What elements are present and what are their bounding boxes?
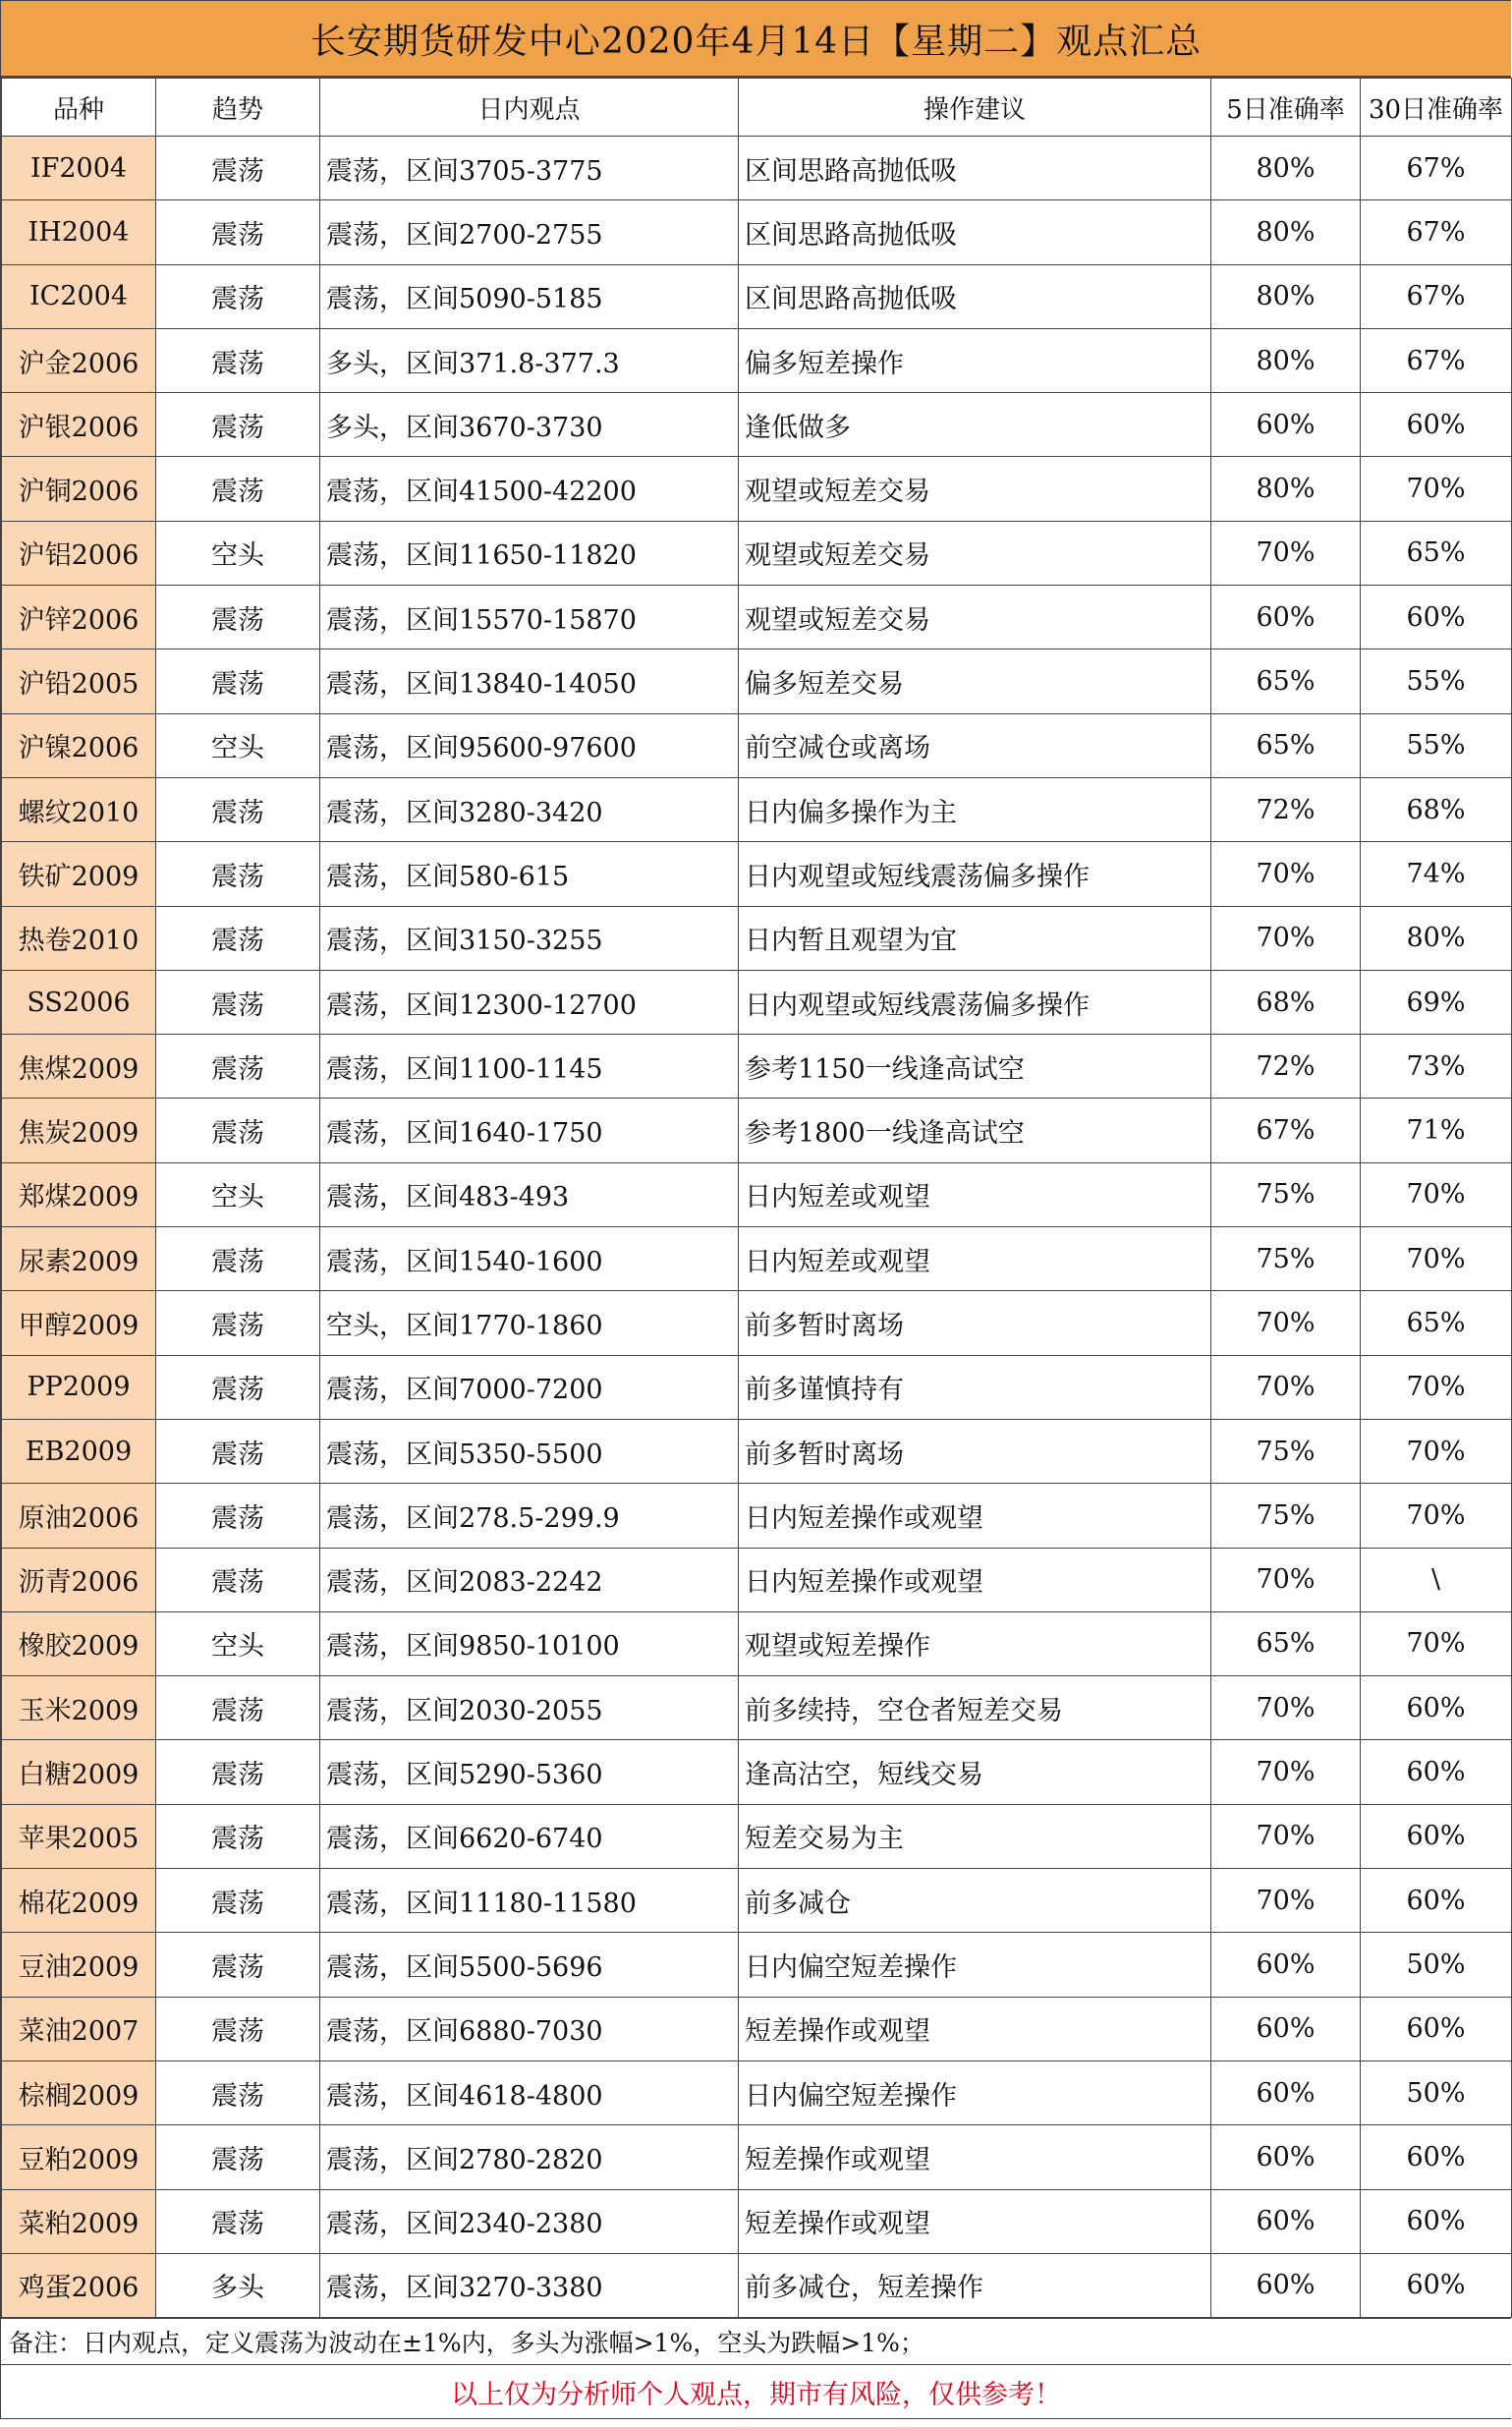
- cell-advice: 日内短差或观望: [739, 1227, 1211, 1291]
- table-row: [2, 264, 1512, 328]
- cell-variety: 橡胶2009: [2, 1611, 156, 1675]
- cell-30day-accuracy: \: [1361, 1548, 1512, 1611]
- cell-5day-accuracy: 70%: [1211, 1676, 1361, 1740]
- cell-intraday-view: 震荡，区间9850-10100: [320, 1611, 739, 1675]
- cell-advice: 短差操作或观望: [739, 2125, 1211, 2189]
- cell-30day-accuracy: 60%: [1361, 1997, 1512, 2060]
- cell-trend: 震荡: [156, 649, 320, 713]
- cell-30day-accuracy: 73%: [1361, 1035, 1512, 1099]
- col-header-advice: 操作建议: [739, 79, 1211, 137]
- cell-advice: 前多续持，空仓者短差交易: [739, 1676, 1211, 1740]
- cell-5day-accuracy: 70%: [1211, 521, 1361, 585]
- cell-advice: 日内短差或观望: [739, 1162, 1211, 1226]
- cell-5day-accuracy: 80%: [1211, 264, 1361, 328]
- cell-5day-accuracy: 65%: [1211, 649, 1361, 713]
- cell-variety: 焦煤2009: [2, 1035, 156, 1099]
- cell-advice: 逢低做多: [739, 393, 1211, 457]
- cell-intraday-view: 震荡，区间6620-6740: [320, 1804, 739, 1868]
- cell-advice: 日内偏空短差操作: [739, 2060, 1211, 2124]
- cell-trend: 空头: [156, 521, 320, 585]
- cell-30day-accuracy: 60%: [1361, 1804, 1512, 1868]
- table-row: [2, 1035, 1512, 1099]
- col-header-intraday-view: 日内观点: [320, 79, 739, 137]
- cell-5day-accuracy: 80%: [1211, 200, 1361, 264]
- cell-trend: 震荡: [156, 586, 320, 649]
- cell-5day-accuracy: 70%: [1211, 1355, 1361, 1419]
- cell-30day-accuracy: 80%: [1361, 906, 1512, 970]
- cell-advice: 前多减仓，短差操作: [739, 2253, 1211, 2317]
- cell-intraday-view: 震荡，区间2083-2242: [320, 1548, 739, 1611]
- table-row: [2, 2125, 1512, 2189]
- cell-intraday-view: 震荡，区间13840-14050: [320, 649, 739, 713]
- cell-advice: 日内短差操作或观望: [739, 1484, 1211, 1548]
- cell-5day-accuracy: 60%: [1211, 2125, 1361, 2189]
- cell-variety: 螺纹2010: [2, 777, 156, 841]
- cell-advice: 短差交易为主: [739, 1804, 1211, 1868]
- cell-trend: 震荡: [156, 1740, 320, 1804]
- cell-advice: 短差操作或观望: [739, 2189, 1211, 2253]
- cell-variety: 鸡蛋2006: [2, 2253, 156, 2317]
- table-row: [2, 970, 1512, 1034]
- cell-30day-accuracy: 60%: [1361, 2189, 1512, 2253]
- cell-30day-accuracy: 60%: [1361, 393, 1512, 457]
- cell-30day-accuracy: 65%: [1361, 521, 1512, 585]
- cell-30day-accuracy: 60%: [1361, 1676, 1512, 1740]
- cell-30day-accuracy: 70%: [1361, 457, 1512, 521]
- col-header-30day-accuracy: 30日准确率: [1361, 79, 1512, 137]
- cell-variety: EB2009: [2, 1419, 156, 1483]
- cell-variety: 棕榈2009: [2, 2060, 156, 2124]
- cell-30day-accuracy: 70%: [1361, 1611, 1512, 1675]
- table-row: [2, 1355, 1512, 1419]
- cell-30day-accuracy: 50%: [1361, 1933, 1512, 1997]
- cell-advice: 前多减仓: [739, 1869, 1211, 1933]
- cell-intraday-view: 震荡，区间41500-42200: [320, 457, 739, 521]
- cell-5day-accuracy: 72%: [1211, 1035, 1361, 1099]
- cell-trend: 震荡: [156, 137, 320, 200]
- table-row: [2, 2060, 1512, 2124]
- cell-trend: 震荡: [156, 1484, 320, 1548]
- cell-trend: 震荡: [156, 2060, 320, 2124]
- cell-variety: 菜粕2009: [2, 2189, 156, 2253]
- cell-intraday-view: 震荡，区间3150-3255: [320, 906, 739, 970]
- cell-advice: 偏多短差操作: [739, 328, 1211, 392]
- cell-5day-accuracy: 80%: [1211, 457, 1361, 521]
- cell-intraday-view: 震荡，区间95600-97600: [320, 713, 739, 777]
- cell-intraday-view: 震荡，区间580-615: [320, 842, 739, 906]
- cell-5day-accuracy: 65%: [1211, 713, 1361, 777]
- table-row: [2, 2253, 1512, 2317]
- table-row: [2, 1162, 1512, 1226]
- cell-5day-accuracy: 70%: [1211, 906, 1361, 970]
- cell-variety: 沪银2006: [2, 393, 156, 457]
- cell-30day-accuracy: 55%: [1361, 649, 1512, 713]
- table-row: [2, 1804, 1512, 1868]
- cell-variety: 沪镍2006: [2, 713, 156, 777]
- cell-30day-accuracy: 70%: [1361, 1484, 1512, 1548]
- cell-intraday-view: 震荡，区间3280-3420: [320, 777, 739, 841]
- cell-trend: 多头: [156, 2253, 320, 2317]
- cell-variety: 沪铅2005: [2, 649, 156, 713]
- cell-advice: 区间思路高抛低吸: [739, 137, 1211, 200]
- cell-trend: 震荡: [156, 906, 320, 970]
- col-header-trend: 趋势: [156, 79, 320, 137]
- cell-trend: 震荡: [156, 1035, 320, 1099]
- cell-5day-accuracy: 70%: [1211, 842, 1361, 906]
- cell-5day-accuracy: 67%: [1211, 1099, 1361, 1162]
- cell-variety: 沪铜2006: [2, 457, 156, 521]
- cell-variety: 玉米2009: [2, 1676, 156, 1740]
- cell-5day-accuracy: 80%: [1211, 328, 1361, 392]
- cell-advice: 参考1150一线逢高试空: [739, 1035, 1211, 1099]
- cell-advice: 日内观望或短线震荡偏多操作: [739, 842, 1211, 906]
- cell-30day-accuracy: 70%: [1361, 1355, 1512, 1419]
- cell-trend: 震荡: [156, 328, 320, 392]
- cell-30day-accuracy: 65%: [1361, 1291, 1512, 1355]
- cell-trend: 震荡: [156, 1933, 320, 1997]
- risk-disclaimer: 以上仅为分析师个人观点，期市有风险，仅供参考！: [1, 2364, 1511, 2418]
- cell-advice: 前空减仓或离场: [739, 713, 1211, 777]
- cell-trend: 震荡: [156, 457, 320, 521]
- cell-intraday-view: 震荡，区间7000-7200: [320, 1355, 739, 1419]
- cell-30day-accuracy: 70%: [1361, 1419, 1512, 1483]
- cell-30day-accuracy: 74%: [1361, 842, 1512, 906]
- cell-30day-accuracy: 50%: [1361, 2060, 1512, 2124]
- cell-variety: 尿素2009: [2, 1227, 156, 1291]
- cell-intraday-view: 震荡，区间11180-11580: [320, 1869, 739, 1933]
- cell-30day-accuracy: 68%: [1361, 777, 1512, 841]
- cell-intraday-view: 震荡，区间2340-2380: [320, 2189, 739, 2253]
- table-row: [2, 1740, 1512, 1804]
- table-row: [2, 1484, 1512, 1548]
- cell-trend: 震荡: [156, 1099, 320, 1162]
- cell-advice: 前多暂时离场: [739, 1291, 1211, 1355]
- cell-trend: 震荡: [156, 200, 320, 264]
- cell-trend: 震荡: [156, 1548, 320, 1611]
- cell-advice: 观望或短差交易: [739, 457, 1211, 521]
- cell-variety: 沥青2006: [2, 1548, 156, 1611]
- table-row: [2, 328, 1512, 392]
- cell-advice: 日内短差操作或观望: [739, 1548, 1211, 1611]
- cell-intraday-view: 震荡，区间12300-12700: [320, 970, 739, 1034]
- cell-5day-accuracy: 70%: [1211, 1804, 1361, 1868]
- cell-30day-accuracy: 69%: [1361, 970, 1512, 1034]
- table-row: [2, 1611, 1512, 1675]
- cell-variety: 沪锌2006: [2, 586, 156, 649]
- cell-intraday-view: 震荡，区间3270-3380: [320, 2253, 739, 2317]
- cell-30day-accuracy: 67%: [1361, 264, 1512, 328]
- cell-trend: 震荡: [156, 264, 320, 328]
- table-row: [2, 586, 1512, 649]
- cell-5day-accuracy: 70%: [1211, 1291, 1361, 1355]
- page-title: 长安期货研发中心2020年4月14日【星期二】观点汇总: [1, 1, 1511, 78]
- cell-variety: 铁矿2009: [2, 842, 156, 906]
- cell-variety: 焦炭2009: [2, 1099, 156, 1162]
- cell-variety: SS2006: [2, 970, 156, 1034]
- cell-trend: 空头: [156, 1162, 320, 1226]
- cell-trend: 震荡: [156, 393, 320, 457]
- cell-advice: 偏多短差交易: [739, 649, 1211, 713]
- cell-5day-accuracy: 60%: [1211, 2253, 1361, 2317]
- cell-intraday-view: 震荡，区间1540-1600: [320, 1227, 739, 1291]
- cell-advice: 参考1800一线逢高试空: [739, 1099, 1211, 1162]
- cell-5day-accuracy: 75%: [1211, 1162, 1361, 1226]
- cell-30day-accuracy: 70%: [1361, 1162, 1512, 1226]
- cell-trend: 震荡: [156, 842, 320, 906]
- cell-advice: 区间思路高抛低吸: [739, 200, 1211, 264]
- cell-advice: 区间思路高抛低吸: [739, 264, 1211, 328]
- table-row: [2, 777, 1512, 841]
- cell-5day-accuracy: 72%: [1211, 777, 1361, 841]
- cell-variety: 豆粕2009: [2, 2125, 156, 2189]
- cell-intraday-view: 震荡，区间483-493: [320, 1162, 739, 1226]
- cell-advice: 日内偏多操作为主: [739, 777, 1211, 841]
- cell-5day-accuracy: 60%: [1211, 2189, 1361, 2253]
- table-row: [2, 521, 1512, 585]
- cell-30day-accuracy: 55%: [1361, 713, 1512, 777]
- cell-intraday-view: 震荡，区间1100-1145: [320, 1035, 739, 1099]
- cell-intraday-view: 震荡，区间5350-5500: [320, 1419, 739, 1483]
- cell-intraday-view: 空头，区间1770-1860: [320, 1291, 739, 1355]
- cell-trend: 震荡: [156, 1227, 320, 1291]
- cell-5day-accuracy: 60%: [1211, 2060, 1361, 2124]
- cell-advice: 观望或短差交易: [739, 521, 1211, 585]
- table-row: [2, 137, 1512, 200]
- cell-advice: 短差操作或观望: [739, 1997, 1211, 2060]
- table-row: [2, 649, 1512, 713]
- cell-intraday-view: 震荡，区间6880-7030: [320, 1997, 739, 2060]
- cell-variety: 沪铝2006: [2, 521, 156, 585]
- cell-intraday-view: 震荡，区间15570-15870: [320, 586, 739, 649]
- cell-variety: 原油2006: [2, 1484, 156, 1548]
- cell-advice: 日内观望或短线震荡偏多操作: [739, 970, 1211, 1034]
- cell-5day-accuracy: 65%: [1211, 1611, 1361, 1675]
- cell-variety: 棉花2009: [2, 1869, 156, 1933]
- table-row: [2, 1869, 1512, 1933]
- cell-variety: 菜油2007: [2, 1997, 156, 2060]
- table-row: [2, 1997, 1512, 2060]
- cell-variety: PP2009: [2, 1355, 156, 1419]
- table-row: [2, 2189, 1512, 2253]
- cell-30day-accuracy: 60%: [1361, 2125, 1512, 2189]
- cell-5day-accuracy: 70%: [1211, 1548, 1361, 1611]
- cell-5day-accuracy: 60%: [1211, 1933, 1361, 1997]
- cell-advice: 逢高沽空，短线交易: [739, 1740, 1211, 1804]
- cell-trend: 震荡: [156, 1419, 320, 1483]
- cell-advice: 日内偏空短差操作: [739, 1933, 1211, 1997]
- cell-trend: 空头: [156, 1611, 320, 1675]
- table-row: [2, 1227, 1512, 1291]
- cell-variety: 热卷2010: [2, 906, 156, 970]
- cell-5day-accuracy: 60%: [1211, 1997, 1361, 2060]
- cell-variety: IF2004: [2, 137, 156, 200]
- cell-30day-accuracy: 67%: [1361, 137, 1512, 200]
- cell-30day-accuracy: 60%: [1361, 586, 1512, 649]
- cell-trend: 震荡: [156, 2125, 320, 2189]
- header-row: [2, 79, 1512, 137]
- cell-trend: 空头: [156, 713, 320, 777]
- cell-30day-accuracy: 67%: [1361, 200, 1512, 264]
- cell-intraday-view: 震荡，区间2030-2055: [320, 1676, 739, 1740]
- table-body: [2, 137, 1512, 2318]
- cell-intraday-view: 多头，区间3670-3730: [320, 393, 739, 457]
- table-row: [2, 1291, 1512, 1355]
- cell-trend: 震荡: [156, 777, 320, 841]
- cell-trend: 震荡: [156, 970, 320, 1034]
- table-row: [2, 457, 1512, 521]
- cell-intraday-view: 震荡，区间5500-5696: [320, 1933, 739, 1997]
- cell-advice: 日内暂且观望为宜: [739, 906, 1211, 970]
- cell-variety: 苹果2005: [2, 1804, 156, 1868]
- table-row: [2, 200, 1512, 264]
- table-row: [2, 393, 1512, 457]
- cell-advice: 前多谨慎持有: [739, 1355, 1211, 1419]
- cell-variety: 豆油2009: [2, 1933, 156, 1997]
- cell-advice: 观望或短差交易: [739, 586, 1211, 649]
- cell-intraday-view: 震荡，区间11650-11820: [320, 521, 739, 585]
- cell-trend: 震荡: [156, 1869, 320, 1933]
- footnote: 备注：日内观点，定义震荡为波动在±1%内，多头为涨幅>1%，空头为跌幅>1%；: [1, 2318, 1511, 2364]
- cell-5day-accuracy: 70%: [1211, 1740, 1361, 1804]
- cell-trend: 震荡: [156, 1997, 320, 2060]
- cell-variety: 甲醇2009: [2, 1291, 156, 1355]
- cell-advice: 观望或短差操作: [739, 1611, 1211, 1675]
- table-row: [2, 1099, 1512, 1162]
- cell-variety: IC2004: [2, 264, 156, 328]
- cell-variety: 沪金2006: [2, 328, 156, 392]
- table-row: [2, 1933, 1512, 1997]
- cell-intraday-view: 震荡，区间5290-5360: [320, 1740, 739, 1804]
- cell-intraday-view: 震荡，区间5090-5185: [320, 264, 739, 328]
- cell-trend: 震荡: [156, 1355, 320, 1419]
- cell-5day-accuracy: 75%: [1211, 1484, 1361, 1548]
- cell-30day-accuracy: 71%: [1361, 1099, 1512, 1162]
- table-row: [2, 1548, 1512, 1611]
- cell-5day-accuracy: 60%: [1211, 586, 1361, 649]
- table-row: [2, 1676, 1512, 1740]
- cell-5day-accuracy: 75%: [1211, 1227, 1361, 1291]
- cell-intraday-view: 多头，区间371.8-377.3: [320, 328, 739, 392]
- table-row: [2, 842, 1512, 906]
- cell-intraday-view: 震荡，区间2700-2755: [320, 200, 739, 264]
- cell-30day-accuracy: 70%: [1361, 1227, 1512, 1291]
- cell-intraday-view: 震荡，区间2780-2820: [320, 2125, 739, 2189]
- col-header-variety: 品种: [2, 79, 156, 137]
- cell-5day-accuracy: 75%: [1211, 1419, 1361, 1483]
- cell-5day-accuracy: 80%: [1211, 137, 1361, 200]
- cell-intraday-view: 震荡，区间4618-4800: [320, 2060, 739, 2124]
- cell-trend: 震荡: [156, 1804, 320, 1868]
- cell-trend: 震荡: [156, 1676, 320, 1740]
- col-header-5day-accuracy: 5日准确率: [1211, 79, 1361, 137]
- cell-5day-accuracy: 68%: [1211, 970, 1361, 1034]
- cell-intraday-view: 震荡，区间3705-3775: [320, 137, 739, 200]
- table-row: [2, 1419, 1512, 1483]
- cell-30day-accuracy: 60%: [1361, 1740, 1512, 1804]
- table-row: [2, 713, 1512, 777]
- cell-variety: IH2004: [2, 200, 156, 264]
- cell-30day-accuracy: 60%: [1361, 2253, 1512, 2317]
- views-table: [1, 78, 1512, 2318]
- cell-variety: 白糖2009: [2, 1740, 156, 1804]
- cell-variety: 郑煤2009: [2, 1162, 156, 1226]
- cell-30day-accuracy: 67%: [1361, 328, 1512, 392]
- cell-advice: 前多暂时离场: [739, 1419, 1211, 1483]
- cell-trend: 震荡: [156, 1291, 320, 1355]
- cell-intraday-view: 震荡，区间278.5-299.9: [320, 1484, 739, 1548]
- cell-trend: 震荡: [156, 2189, 320, 2253]
- cell-intraday-view: 震荡，区间1640-1750: [320, 1099, 739, 1162]
- table-row: [2, 906, 1512, 970]
- cell-5day-accuracy: 60%: [1211, 393, 1361, 457]
- cell-5day-accuracy: 70%: [1211, 1869, 1361, 1933]
- cell-30day-accuracy: 60%: [1361, 1869, 1512, 1933]
